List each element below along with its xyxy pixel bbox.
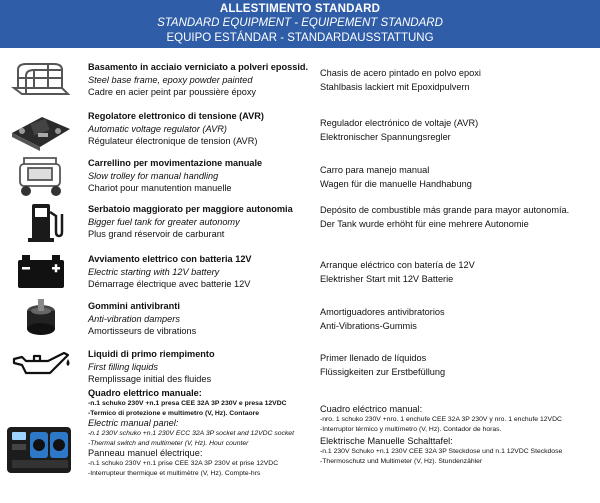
oil-can-icon [8, 345, 74, 389]
item-en-text: Bigger fuel tank for greater autonomy [88, 216, 240, 227]
header-subtitle-es-de: EQUIPO ESTÁNDAR - STANDARDAUSSTATTUNG [166, 32, 434, 44]
battery-icon [8, 250, 74, 294]
panel-es-title: Cuadro eléctrico manual: [320, 404, 423, 414]
item-es-text: Chasis de acero pintado en polvo epoxi [320, 68, 481, 78]
header-title: ALLESTIMENTO STANDARD [219, 3, 381, 15]
panel-de-line2: -Thermoschutz und Multimeter (V, Hz). Stundenzähler [320, 457, 483, 465]
item-de-text: Der Tank wurde erhöht für eine mehrere Autonomie [320, 218, 529, 229]
panel-it-title: Quadro elettrico manuale: [88, 388, 202, 398]
item-en-text: Electric starting with 12V battery [88, 266, 220, 277]
item-es-text: Depósito de combustible más grande para mayor autonomía. [320, 205, 570, 215]
panel-it-line2: -Termico di protezione e multimetro (V, Hz). Contaore [88, 409, 260, 417]
panel-fr-title: Panneau manuel électrique: [88, 448, 203, 458]
panel-left-text [88, 387, 320, 478]
item-fr-text: Plus grand réservoir de carburant [88, 229, 225, 239]
item-it-text: Avviamento elettrico con batteria 12V [88, 254, 252, 264]
avr-regulator-icon [8, 107, 74, 151]
fuel-pump-icon [8, 200, 74, 244]
item-es-text: Arranque eléctrico con batería de 12V [320, 260, 475, 270]
header-subtitle-en-fr: STANDARD EQUIPMENT - EQUIPEMENT STANDARD [157, 17, 443, 29]
item-de-text: Elektronischer Spannungsregler [320, 131, 451, 142]
header-banner [0, 0, 600, 48]
panel-it-line1: -n.1 schuko 230V +n.1 presa CEE 32A 3P 230V e presa 12VDC [88, 400, 287, 407]
item-it-text: Liquidi di primo riempimento [88, 349, 215, 359]
item-de-text: Anti-Vibrations-Gummis [320, 320, 417, 331]
panel-fr-line2: -Interrupteur thermique et multimètre (V, Hz). Compte-hrs [88, 469, 261, 477]
rubber-damper-icon [8, 297, 74, 341]
item-es-text: Regulador electrónico de voltaje (AVR) [320, 118, 479, 128]
item-it-text: Regolatore elettronico di tensione (AVR) [88, 111, 264, 121]
item-en-text: Slow trolley for manual handling [88, 170, 219, 181]
item-de-text: Flüssigkeiten zur Erstbefüllung [320, 366, 446, 377]
item-es-text: Carro para manejo manual [320, 165, 430, 175]
panel-en-line2: -Thermal switch and multimeter (V, Hz). Hour counter [88, 439, 249, 447]
item-fr-text: Cadre en acier peint par poussière époxy [88, 87, 257, 97]
item-it-text: Gommini antivibranti [88, 301, 180, 311]
item-en-text: Steel base frame, epoxy powder painted [88, 74, 253, 85]
panel-es-line1: -nro. 1 schuko 230V +nro. 1 enchufe CEE 32A 3P 230V y nro. 1 enchufe 12VDC [320, 416, 562, 423]
item-fr-text: Chariot pour manutention manuelle [88, 183, 232, 193]
panel-de-title: Elektrische Manuelle Schalttafel: [320, 436, 453, 446]
item-it-text: Serbatoio maggiorato per maggiore autonomia [88, 204, 293, 214]
panel-en-title: Electric manual panel: [88, 418, 179, 428]
item-it-text: Carrellino per movimentazione manuale [88, 158, 263, 168]
panel-es-line2: -Interruptor térmico y multímetro (V, Hz). Contador de horas. [320, 425, 502, 433]
item-es-text: Amortiguadores antivibratorios [320, 307, 445, 317]
item-fr-text: Démarrage électrique avec batterie 12V [88, 279, 251, 289]
item-fr-text: Régulateur électronique de tension (AVR) [88, 136, 258, 146]
item-fr-text: Remplissage initial des fluides [88, 374, 212, 384]
steel-frame-icon [8, 58, 74, 102]
item-de-text: Wagen für die manuelle Handhabung [320, 178, 472, 189]
panel-fr-line1: -n.1 schuko 230V +n.1 prise CEE 32A 3P 230V et prise 12VDC [88, 460, 279, 467]
item-de-text: Stahlbasis lackiert mit Epoxidpulvern [320, 81, 470, 92]
item-fr-text: Amortisseurs de vibrations [88, 326, 197, 336]
item-en-text: Automatic voltage regulator (AVR) [88, 123, 227, 134]
trolley-icon [8, 154, 74, 198]
panel-en-line1: -n.1 230V schuko +n.1 230V ECC 32A 3P socket and 12VDC socket [88, 430, 294, 437]
control-panel-icon [6, 424, 72, 476]
item-de-text: Elektrisher Start mit 12V Batterie [320, 273, 454, 284]
item-en-text: First filling liquids [88, 361, 158, 372]
panel-de-line1: -n.1 230V Schuko +n.1 230V CEE 32A 3P Steckdose und n.1 12VDC Steckdose [320, 448, 563, 455]
item-it-text: Basamento in acciaio verniciato a polveri epossid. [88, 62, 309, 72]
item-en-text: Anti-vibration dampers [88, 313, 180, 324]
item-es-text: Primer llenado de líquidos [320, 353, 427, 363]
panel-right-text [320, 404, 596, 466]
